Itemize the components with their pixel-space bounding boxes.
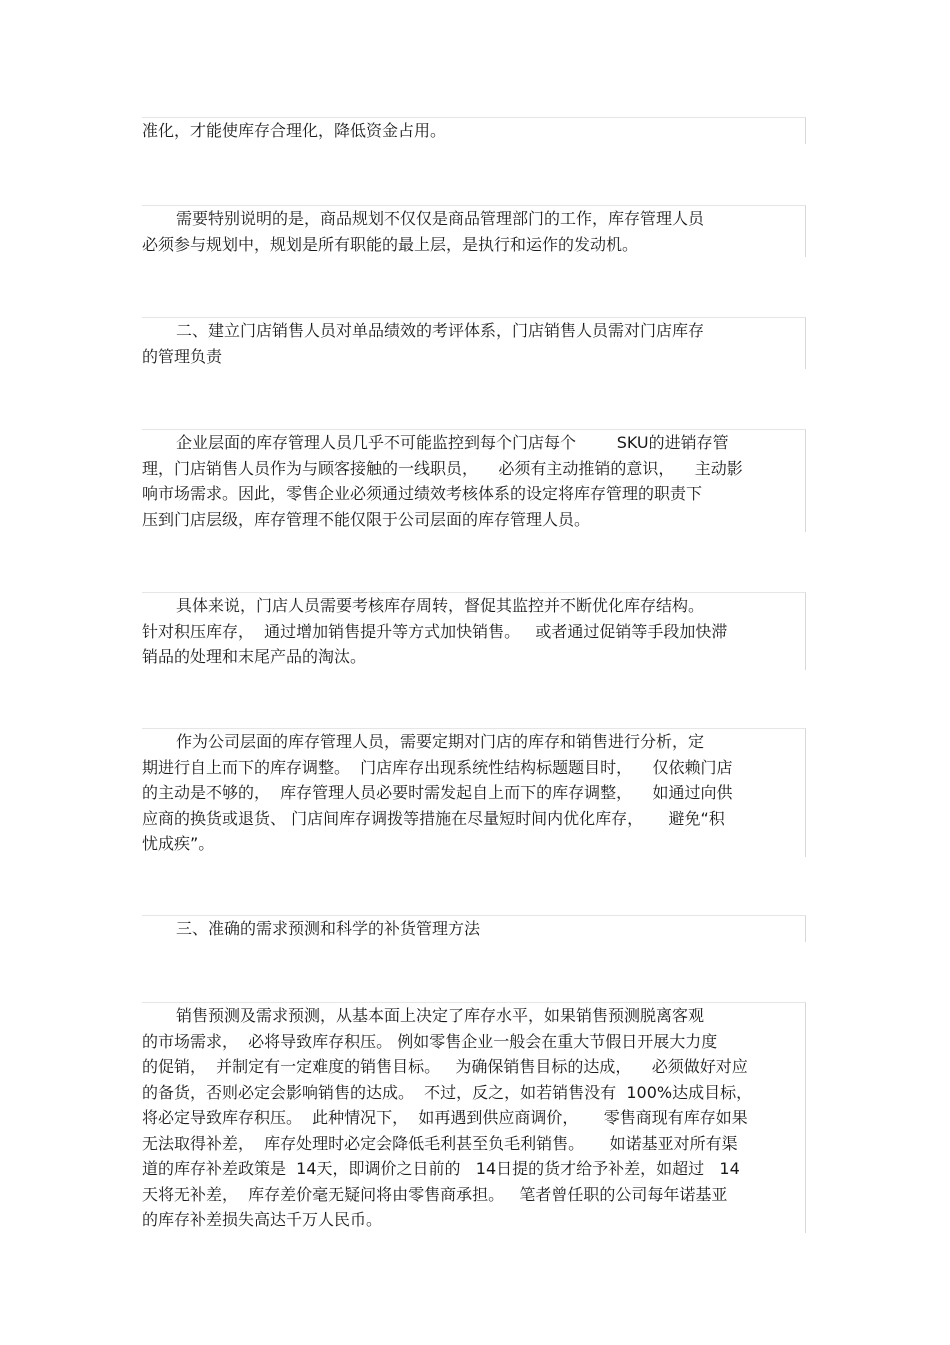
paragraph-line: 的库存补差损失高达千万人民币。	[142, 1210, 383, 1229]
paragraph-line: 作为公司层面的库存管理人员，需要定期对门店的库存和销售进行分析，定	[176, 732, 705, 751]
heading-line: 的管理负责	[142, 346, 223, 366]
paragraph-4	[142, 592, 806, 670]
paragraph-line: 期进行自上而下的库存调整。 门店库存出现系统性结构标题题目时， 仅依赖门店	[142, 757, 733, 777]
heading-line: 三、准确的需求预测和科学的补货管理方法	[176, 919, 481, 938]
paragraph-3	[142, 429, 806, 532]
paragraph-line: 具体来说，门店人员需要考核库存周转，督促其监控并不断优化库存结构。	[176, 596, 705, 615]
paragraph-line: 需要特别说明的是，商品规划不仅仅是商品管理部门的工作，库存管理人员	[176, 209, 705, 228]
paragraph-5	[142, 728, 806, 857]
paragraph-1	[142, 117, 806, 144]
paragraph-line: 准化，才能使库存合理化，降低资金占用。	[142, 121, 447, 140]
paragraph-line: 销售预测及需求预测，从基本面上决定了库存水平，如果销售预测脱离客观	[176, 1006, 705, 1025]
paragraph-line: 必须参与规划中，规划是所有职能的最上层，是执行和运作的发动机。	[142, 234, 639, 254]
paragraph-line: 响市场需求。因此，零售企业必须通过绩效考核体系的设定将库存管理的职责下	[142, 484, 703, 503]
paragraph-line: 的促销， 并制定有一定难度的销售目标。 为确保销售目标的达成， 必须做好对应	[142, 1057, 748, 1076]
paragraph-line: 天将无补差， 库存差价毫无疑问将由零售商承担。 笔者曾任职的公司每年诺基亚	[142, 1184, 728, 1204]
paragraph-line: 的市场需求， 必将导致库存积压。 例如零售企业一般会在重大节假日开展大力度	[142, 1031, 718, 1051]
paragraph-line: 将必定导致库存积压。 此种情况下， 如再遇到供应商调价， 零售商现有库存如果	[142, 1108, 748, 1127]
paragraph-line: 理，门店销售人员作为与顾客接触的一线职员， 必须有主动推销的意识， 主动影	[142, 458, 743, 478]
section-heading-2	[142, 317, 806, 369]
paragraph-line: 应商的换货或退货、 门店间库存调拨等措施在尽量短时间内优化库存， 避免“积	[142, 808, 725, 828]
heading-line: 二、建立门店销售人员对单品绩效的考评体系，门店销售人员需对门店库存	[176, 321, 705, 340]
paragraph-6	[142, 1002, 806, 1233]
paragraph-line: 忧成疾”。	[142, 834, 215, 853]
paragraph-line: 企业层面的库存管理人员几乎不可能监控到每个门店每个 SKU的进销存管	[176, 433, 729, 452]
paragraph-line: 无法取得补差， 库存处理时必定会降低毛利甚至负毛利销售。 如诺基亚对所有渠	[142, 1133, 738, 1153]
paragraph-line: 压到门店层级，库存管理不能仅限于公司层面的库存管理人员。	[142, 509, 591, 529]
paragraph-line: 销品的处理和末尾产品的淘汰。	[142, 647, 367, 666]
paragraph-line: 道的库存补差政策是 14天，即调价之日前的 14日提的货才给予补差，如超过 14	[142, 1159, 740, 1178]
paragraph-line: 的主动是不够的， 库存管理人员必要时需发起自上而下的库存调整， 如通过向供	[142, 783, 733, 802]
paragraph-2	[142, 205, 806, 257]
paragraph-line: 针对积压库存， 通过增加销售提升等方式加快销售。 或者通过促销等手段加快滞	[142, 621, 728, 641]
section-heading-3	[142, 915, 806, 942]
paragraph-line: 的备货，否则必定会影响销售的达成。 不过，反之，如若销售没有 100%达成目标，	[142, 1082, 753, 1102]
